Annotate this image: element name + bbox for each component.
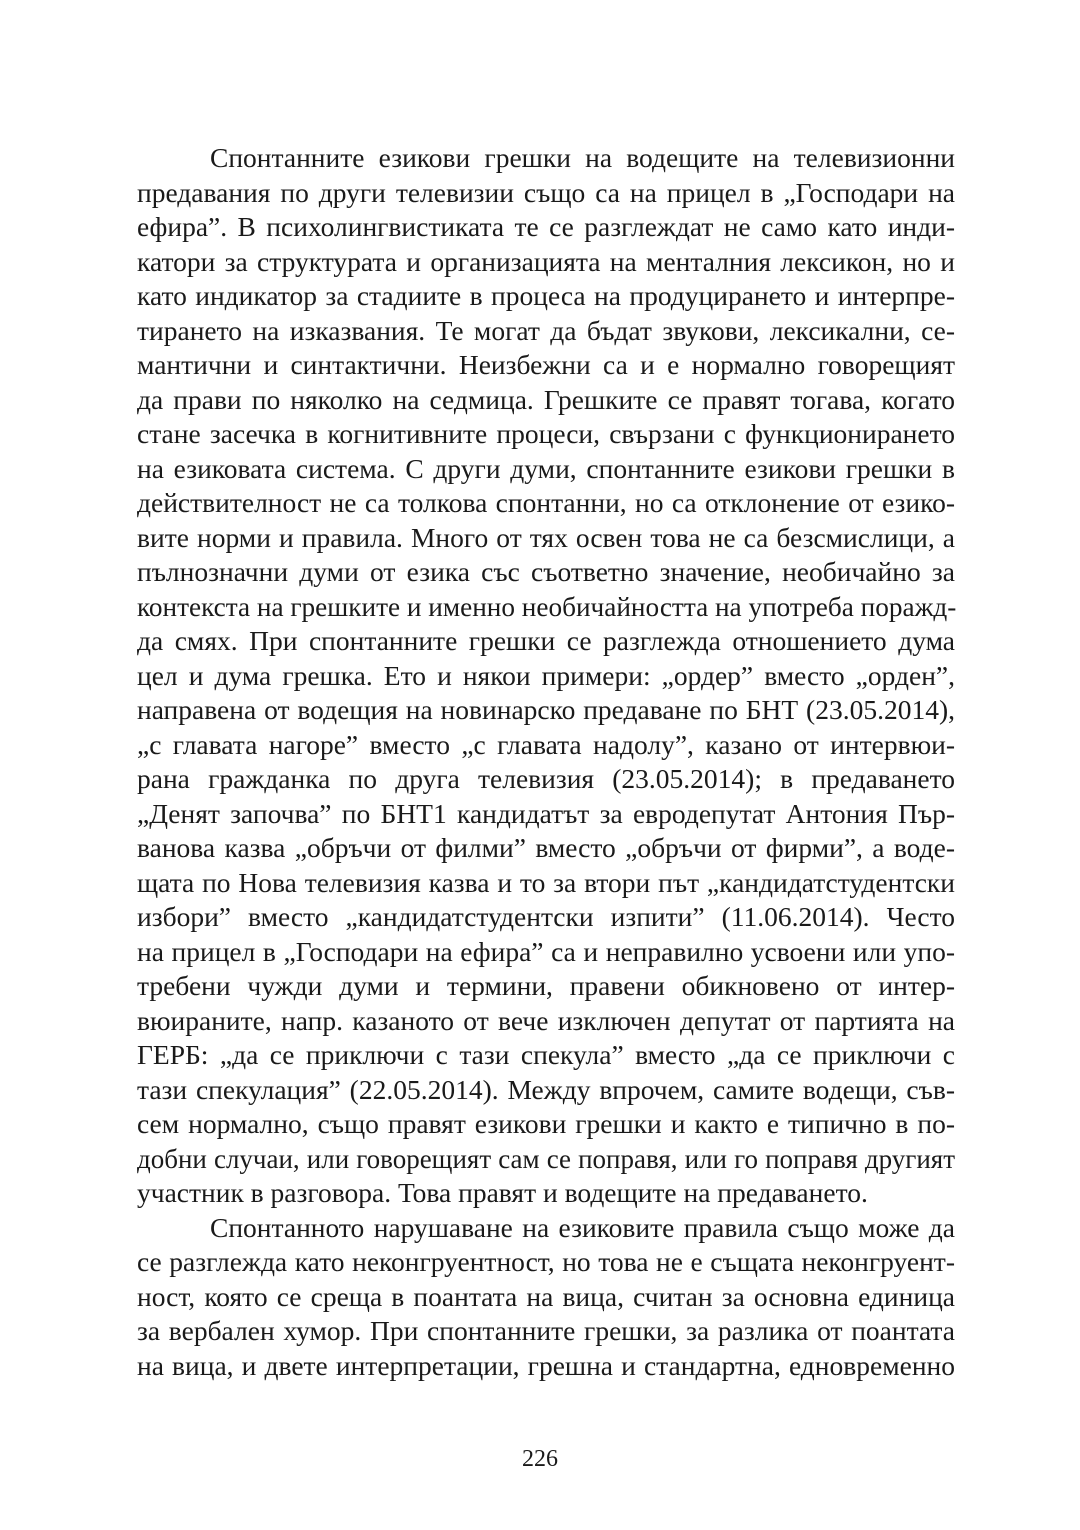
- text-line: ванова казва „обръчи от филми” вместо „обръчи от фирми”, а воде-: [137, 832, 955, 863]
- text-line: на прицел в „Господари на ефира” са и неправилно усвоени или упо-: [137, 935, 955, 967]
- text-line: тази спекулация” (22.05.2014). Между впрочем, самите водещи, съв-: [137, 1073, 955, 1105]
- text-line: „Денят започва” по БНТ1 кандидатът за евродепутат Антония Пър-: [137, 797, 955, 829]
- text-line: стане засечка в когнитивните процеси, свързани с функционирането: [137, 418, 955, 449]
- text-line: мантични и синтактични. Неизбежни са и е нормално говорещият: [137, 349, 955, 380]
- paragraph: [137, 1211, 955, 1384]
- text-line: се разглежда като неконгруентност, но това не е същата неконгруент-: [137, 1246, 955, 1277]
- paragraph: [137, 141, 955, 1211]
- text-line: тирането на изказвания. Те могат да бъдат звукови, лексикални, се-: [137, 314, 955, 346]
- text-line: действителност не са толкова спонтанни, но са отклонение от езико-: [137, 487, 955, 518]
- text-line: Спонтанните езикови грешки на водещите на телевизионни: [210, 142, 955, 173]
- text-line: ГЕРБ: „да се приключи с тази спекула” вместо „да се приключи с: [137, 1039, 955, 1070]
- text-line: избори” вместо „кандидатстудентски изпити” (11.06.2014). Често: [137, 901, 955, 932]
- text-line: да смях. При спонтанните грешки се разглежда отношението дума: [137, 625, 955, 656]
- text-line: цел и дума грешка. Ето и някои примери: „ордер” вместо „орден”,: [137, 659, 955, 691]
- page-number: 226: [522, 1446, 558, 1472]
- text-line: сем нормално, също правят езикови грешки и както е типично в по-: [137, 1108, 955, 1139]
- text-line: предавания по други телевизии също са на прицел в „Господари на: [137, 176, 955, 208]
- text-line: участник в разговора. Това правят и водещите на предаването.: [137, 1177, 868, 1208]
- text-line: като индикатор за стадиите в процеса на продуцирането и интерпре-: [137, 280, 955, 311]
- text-line: рана гражданка по друга телевизия (23.05.2014); в предаването: [137, 763, 955, 794]
- text-line: контекста на грешките и именно необичайността на употреба поражд-: [137, 591, 957, 622]
- text-line: да прави по няколко на седмица. Грешките се правят тогава, когато: [137, 383, 955, 415]
- text-line: Спонтанното нарушаване на езиковите правила също може да: [210, 1211, 955, 1243]
- text-line: пълнозначни думи от езика със съответно значение, необичайно за: [137, 556, 955, 587]
- text-line: за вербален хумор. При спонтанните грешки, за разлика от поантата: [137, 1315, 955, 1346]
- body-text: [137, 141, 955, 1383]
- text-line: направена от водещия на новинарско предаване по БНТ (23.05.2014),: [137, 694, 955, 725]
- text-line: ност, която се среща в поантата на вица, считан за основна единица: [137, 1280, 955, 1312]
- text-line: ефира”. В психолингвистиката те се разглеждат не само като инди-: [137, 211, 955, 242]
- text-line: требени чужди думи и термини, правени обикновено от интер-: [137, 970, 955, 1001]
- text-line: катори за структурата и организацията на менталния лексикон, но и: [137, 245, 955, 277]
- text-line: вите норми и правила. Много от тях освен това не са безсмислици, а: [137, 521, 955, 553]
- text-line: на езиковата система. С други думи, спонтанните езикови грешки в: [137, 452, 955, 484]
- text-line: на вица, и двете интерпретации, грешна и стандартна, едновременно: [137, 1349, 955, 1381]
- text-line: вюираните, напр. казаното от вече изключен депутат от партията на: [137, 1004, 955, 1036]
- text-line: щата по Нова телевизия казва и то за втори път „кандидатстудентски: [137, 866, 955, 898]
- text-line: добни случаи, или говорещият сам се поправя, или го поправя другият: [137, 1143, 955, 1174]
- text-line: „с главата нагоре” вместо „с главата надолу”, казано от интервюи-: [137, 728, 955, 760]
